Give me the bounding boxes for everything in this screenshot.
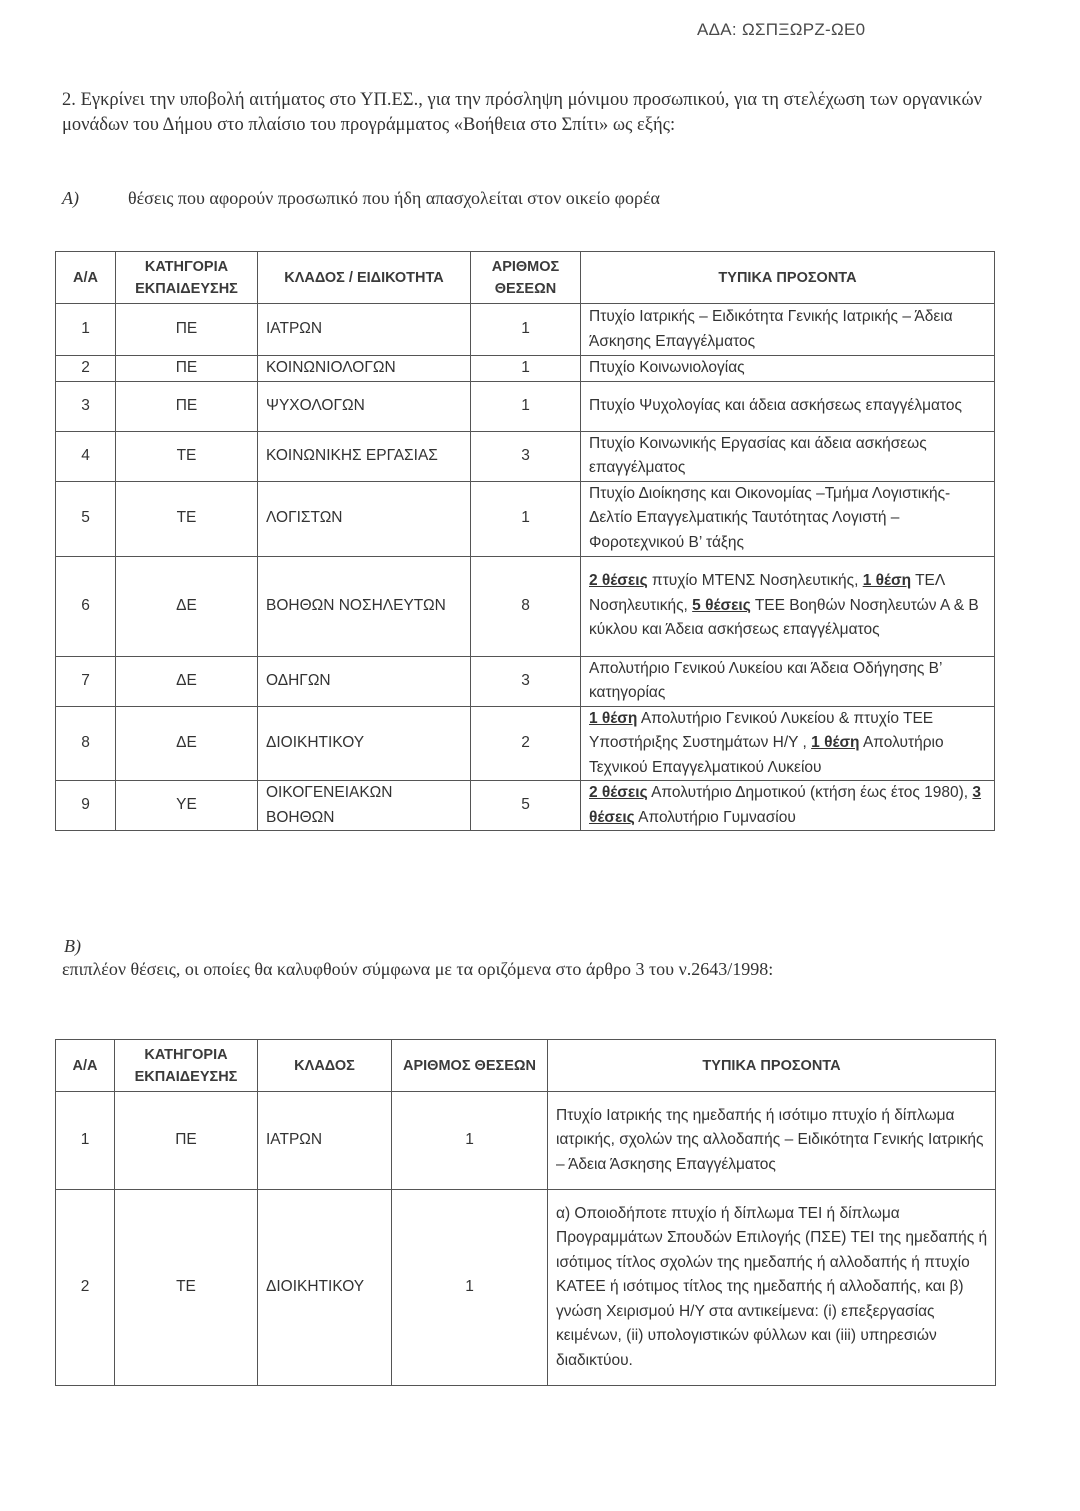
cell-aa: 9: [56, 781, 116, 831]
table-row: [56, 304, 995, 356]
qualification-text: Απολυτήριο Γυμνασίου: [634, 808, 796, 826]
header-category: ΚΑΤΗΓΟΡΙΑ ΕΚΠΑΙΔΕΥΣΗΣ: [115, 1040, 258, 1092]
qualification-text: Πτυχίο Κοινωνικής Εργασίας και άδεια ασκήσεως επαγγέλματος: [589, 434, 927, 476]
cell-qualifications: [581, 706, 995, 781]
cell-category: ΤΕ: [116, 481, 258, 556]
section-b-text: επιπλέον θέσεις, οι οποίες θα καλυφθούν σύμφωνα με τα οριζόμενα στο άρθρο 3 του ν.2643/1998:: [62, 959, 774, 979]
cell-positions: 1: [471, 304, 581, 356]
cell-category: ΠΕ: [116, 304, 258, 356]
underlined-position-count: 3 θέσεις: [589, 784, 982, 826]
cell-branch: ΚΟΙΝΩΝΙΟΛΟΓΩΝ: [258, 356, 471, 382]
header-positions: ΑΡΙΘΜΟΣ ΘΕΣΕΩΝ: [392, 1040, 548, 1092]
cell-positions: 5: [471, 781, 581, 831]
qualification-text: Πτυχίο Διοίκησης και Οικονομίας –Τμήμα Λογιστικής- Δελτίο Επαγγελματικής Ταυτότητας Λογιστή – Φοροτεχνικού Β’ τάξης: [589, 484, 951, 551]
table-header-row: [56, 252, 995, 304]
cell-category: ΔΕ: [116, 656, 258, 706]
cell-qualifications: [581, 656, 995, 706]
cell-branch: ΙΑΤΡΩΝ: [258, 1092, 392, 1190]
qualification-text: Πτυχίο Ψυχολογίας και άδεια ασκήσεως επαγγέλματος: [589, 396, 962, 414]
cell-branch: ΔΙΟΙΚΗΤΙΚΟΥ: [258, 706, 471, 781]
cell-aa: 7: [56, 656, 116, 706]
table-row: [56, 656, 995, 706]
cell-category: ΠΕ: [116, 356, 258, 382]
header-branch: ΚΛΑΔΟΣ: [258, 1040, 392, 1092]
header-aa: Α/Α: [56, 252, 116, 304]
cell-category: ΤΕ: [116, 431, 258, 481]
cell-category: ΤΕ: [115, 1190, 258, 1386]
cell-positions: 1: [471, 381, 581, 431]
cell-aa: 2: [56, 356, 116, 382]
cell-aa: 1: [56, 1092, 115, 1190]
cell-aa: 5: [56, 481, 116, 556]
cell-aa: 2: [56, 1190, 115, 1386]
cell-branch: ΙΑΤΡΩΝ: [258, 304, 471, 356]
cell-branch: ΟΙΚΟΓΕΝΕΙΑΚΩΝ ΒΟΗΘΩΝ: [258, 781, 471, 831]
section-a-letter: Α): [62, 188, 79, 208]
qualification-text: ΤΕΛ Νοσηλευτικής,: [589, 572, 945, 614]
cell-positions: 1: [392, 1190, 548, 1386]
header-category: ΚΑΤΗΓΟΡΙΑ ΕΚΠΑΙΔΕΥΣΗΣ: [116, 252, 258, 304]
table-additional-positions: [55, 1039, 996, 1386]
underlined-position-count: 1 θέση: [811, 734, 860, 751]
cell-qualifications: [548, 1092, 996, 1190]
cell-qualifications: [581, 431, 995, 481]
cell-branch: ΔΙΟΙΚΗΤΙΚΟΥ: [258, 1190, 392, 1386]
cell-category: ΔΕ: [116, 556, 258, 656]
header-positions: ΑΡΙΘΜΟΣ ΘΕΣΕΩΝ: [471, 252, 581, 304]
cell-category: ΥΕ: [116, 781, 258, 831]
table-row: [56, 431, 995, 481]
underlined-position-count: 2 θέσεις: [589, 572, 648, 590]
table-row: [56, 706, 995, 781]
table-existing-staff-positions: [55, 251, 995, 831]
table-row: [56, 1092, 996, 1190]
table-row: [56, 1190, 996, 1386]
cell-branch: ΚΟΙΝΩΝΙΚΗΣ ΕΡΓΑΣΙΑΣ: [258, 431, 471, 481]
cell-qualifications: [548, 1190, 996, 1386]
cell-branch: ΨΥΧΟΛΟΓΩΝ: [258, 381, 471, 431]
underlined-position-count: 2 θέσεις: [589, 784, 648, 801]
table-row: [56, 556, 995, 656]
cell-category: ΠΕ: [115, 1092, 258, 1190]
table-row: [56, 481, 995, 556]
cell-aa: 4: [56, 431, 116, 481]
cell-positions: 3: [471, 431, 581, 481]
cell-qualifications: [581, 304, 995, 356]
qualification-text: α) Οποιοδήποτε πτυχίο ή δίπλωμα ΤΕΙ ή δίπλωμα Προγραμμάτων Σπουδών Επιλογής (ΠΣΕ) ΤΕΙ της ημεδαπής ή ισότιμος τίτλος σχολών της ημεδαπής ή αλλοδαπής ή πτυχίο ΚΑΤΕΕ ή ισότιμος τίτλος της ημεδαπής ή αλλοδαπής, και β) γνώση Χειρισμού Η/Υ στα αντικείμενα: (i) επεξεργασίας κειμένων, (ii) υπολογιστικών φύλλων και (iii) υπηρεσιών διαδικτύου.: [556, 1204, 988, 1369]
header-qualifications: ΤΥΠΙΚΑ ΠΡΟΣΟΝΤΑ: [581, 252, 995, 304]
header-aa: Α/Α: [56, 1040, 115, 1092]
cell-aa: 6: [56, 556, 116, 656]
underlined-position-count: 5 θέσεις: [692, 596, 751, 614]
cell-branch: ΟΔΗΓΩΝ: [258, 656, 471, 706]
cell-aa: 3: [56, 381, 116, 431]
qualification-text: Απολυτήριο Δημοτικού (κτήση έως έτος 1980),: [647, 784, 973, 801]
qualification-text: Απολυτήριο Γενικού Λυκείου & πτυχίο ΤΕΕ Υποστήριξης Συστημάτων Η/Υ ,: [589, 709, 934, 751]
qualification-text: Απολυτήριο Τεχνικού Επαγγελματικού Λυκείου: [589, 734, 944, 776]
underlined-position-count: 1 θέση: [589, 709, 638, 727]
cell-qualifications: [581, 381, 995, 431]
cell-category: ΠΕ: [116, 381, 258, 431]
section-a-heading: [62, 188, 660, 209]
qualification-text: Πτυχίο Κοινωνιολογίας: [589, 359, 745, 376]
cell-category: ΔΕ: [116, 706, 258, 781]
section-b-letter: Β): [64, 936, 81, 956]
cell-positions: 2: [471, 706, 581, 781]
qualification-text: Πτυχίο Ιατρικής της ημεδαπής ή ισότιμο πτυχίο ή δίπλωμα ιατρικής, σχολών της αλλοδαπής – Ειδικότητα Γενικής Ιατρικής – Άδεια Άσκησης Επαγγέλματος: [556, 1106, 984, 1173]
qualification-text: ΤΕΕ Βοηθών Νοσηλευτών Α & Β κύκλου και Άδεια ασκήσεως επαγγέλματος: [589, 596, 979, 639]
qualification-text: Πτυχίο Ιατρικής – Ειδικότητα Γενικής Ιατρικής – Άδεια Άσκησης Επαγγέλματος: [589, 308, 953, 350]
table-header-row: [56, 1040, 996, 1092]
cell-positions: 8: [471, 556, 581, 656]
cell-branch: ΒΟΗΘΩΝ ΝΟΣΗΛΕΥΤΩΝ: [258, 556, 471, 656]
cell-positions: 1: [392, 1092, 548, 1190]
document-ada-code: ΑΔΑ: ΩΣΠΞΩΡΖ-ΩΕ0: [697, 20, 866, 39]
underlined-position-count: 1 θέση: [862, 572, 912, 590]
qualification-text: πτυχίο ΜΤΕΝΣ Νοσηλευτικής,: [647, 572, 863, 590]
section-a-text: θέσεις που αφορούν προσωπικό που ήδη απασχολείται στον οικείο φορέα: [128, 188, 660, 208]
cell-qualifications: [581, 781, 995, 831]
intro-paragraph: 2. Εγκρίνει την υποβολή αιτήματος στο ΥΠ.ΕΣ., για την πρόσληψη μόνιμου προσωπικού, για τη στελέχωση των οργανικών μονάδων του Δήμου στο πλαίσιο του προγράμματος «Βοήθεια στο Σπίτι» ως εξής:: [62, 90, 982, 135]
cell-positions: 1: [471, 481, 581, 556]
table-row: [56, 781, 995, 831]
cell-qualifications: [581, 356, 995, 382]
cell-aa: 1: [56, 304, 116, 356]
table-row: [56, 381, 995, 431]
cell-branch: ΛΟΓΙΣΤΩΝ: [258, 481, 471, 556]
header-branch: ΚΛΑΔΟΣ / ΕΙΔΙΚΟΤΗΤΑ: [258, 252, 471, 304]
cell-positions: 1: [471, 356, 581, 382]
qualification-text: Απολυτήριο Γενικού Λυκείου και Άδεια Οδήγησης Β’ κατηγορίας: [589, 659, 942, 701]
header-qualifications: ΤΥΠΙΚΑ ΠΡΟΣΟΝΤΑ: [548, 1040, 996, 1092]
cell-qualifications: [581, 481, 995, 556]
cell-qualifications: [581, 556, 995, 656]
cell-aa: 8: [56, 706, 116, 781]
cell-positions: 3: [471, 656, 581, 706]
table-row: [56, 356, 995, 382]
